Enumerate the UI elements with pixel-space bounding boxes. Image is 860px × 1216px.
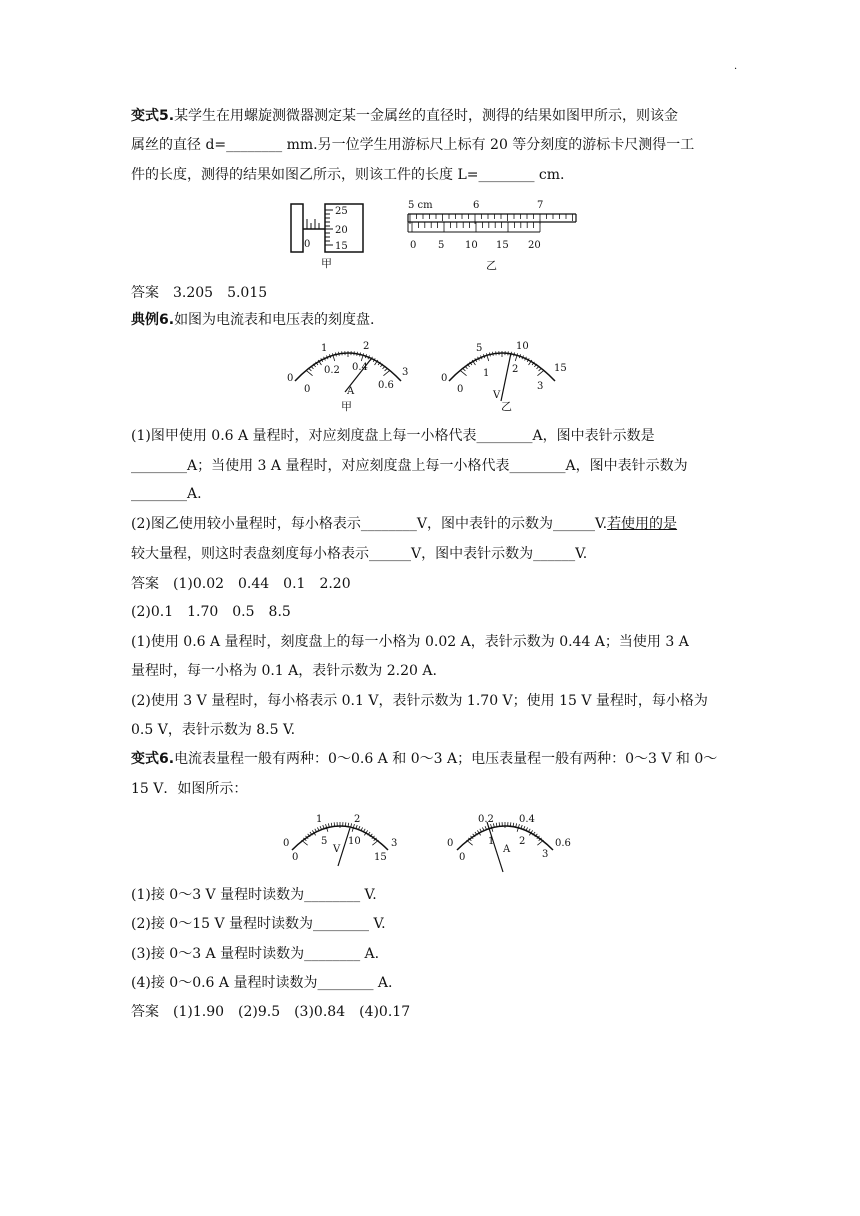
- v5-line3: 件的长度，测得的结果如图乙所示，则该工件的长度 L=________ cm.: [131, 167, 565, 183]
- v6a-inner-0: 0: [459, 852, 466, 863]
- jia-outer-0: 0: [287, 373, 294, 384]
- v6v-inner-10: 10: [348, 836, 361, 847]
- caliper-label: 乙: [486, 259, 497, 272]
- yi-inner-3: 3: [537, 381, 544, 392]
- yi-unit: V: [493, 390, 501, 401]
- page-dot: ·: [734, 64, 738, 75]
- micrometer-tick-15: 15: [335, 241, 348, 252]
- jia-outer-1: 1: [321, 343, 328, 354]
- v6a-outer-0: 0: [447, 838, 454, 849]
- v6v-outer-2: 2: [354, 814, 361, 825]
- yi-inner-2: 2: [512, 364, 519, 375]
- caliper-vernier-5: 5: [438, 240, 445, 251]
- caliper-main-label-5cm: 5 cm: [408, 200, 433, 211]
- ex6-explain-1a: (1)使用 0.6 A 量程时，刻度盘上的每一小格为 0.02 A，表针示数为 0.44 A；当使用 3 A: [131, 634, 689, 650]
- v6a-outer-06: 0.6: [555, 838, 571, 849]
- v6-q1: (1)接 0～3 V 量程时读数为________ V.: [131, 887, 377, 903]
- jia-inner-02: 0.2: [324, 365, 340, 376]
- micrometer-tick-20: 20: [335, 225, 348, 236]
- yi-label: 乙: [501, 400, 512, 413]
- yi-outer-10: 10: [516, 341, 529, 352]
- yi-inner-1: 1: [483, 368, 490, 379]
- v6a-inner-1: 1: [488, 836, 495, 847]
- jia-unit: A: [347, 386, 355, 397]
- ex6-q1-c: ________A.: [131, 486, 202, 502]
- jia-label: 甲: [341, 400, 352, 413]
- yi-outer-0: 0: [441, 373, 448, 384]
- v5-answer: 答案 3.205 5.015: [131, 285, 268, 301]
- v6v-inner-15: 15: [374, 852, 387, 863]
- v6-line1: 变式6.电流表量程一般有两种：0～0.6 A 和 0～3 A；电压表量程一般有两种：0～3 V 和 0～: [131, 751, 718, 767]
- v6-q4: (4)接 0～0.6 A 量程时读数为________ A.: [131, 975, 393, 991]
- caliper-vernier-20: 20: [528, 240, 541, 251]
- v6-answer: 答案 (1)1.90 (2)9.5 (3)0.84 (4)0.17: [131, 1004, 411, 1020]
- yi-outer-15: 15: [554, 363, 567, 374]
- ex6-explain-1b: 量程时，每一小格为 0.1 A，表针示数为 2.20 A.: [131, 663, 437, 679]
- ex6-q1-a: (1)图甲使用 0.6 A 量程时，对应刻度盘上每一小格代表________A，图中表针示数是: [131, 428, 655, 444]
- caliper-vernier-10: 10: [465, 240, 478, 251]
- scale-tick: [514, 352, 515, 356]
- scale-tick: [460, 371, 466, 376]
- scale-tick: [360, 352, 361, 356]
- caliper-main-label-7: 7: [537, 200, 544, 211]
- v6a-outer-02: 0.2: [478, 814, 494, 825]
- scale-tick: [301, 840, 307, 845]
- jia-inner-04: 0.4: [352, 362, 368, 373]
- vernier-caliper-figure: [402, 196, 582, 274]
- scale-tick: [466, 840, 472, 845]
- ex6-explain-2b: 0.5 V，表针示数为 8.5 V.: [131, 722, 296, 738]
- scale-tick: [537, 371, 543, 376]
- caliper-vernier-15: 15: [496, 240, 509, 251]
- micrometer-tick-25: 25: [335, 206, 348, 217]
- ex6-explain-2a: (2)使用 3 V 量程时，每小格表示 0.1 V，表针示数为 1.70 V；使用 15 V 量程时，每小格为: [131, 693, 708, 709]
- caliper-vernier-0: 0: [410, 240, 417, 251]
- v6v-outer-0: 0: [283, 838, 290, 849]
- jia-inner-06: 0.6: [378, 380, 394, 391]
- scale-tick: [493, 352, 494, 356]
- v6v-inner-0: 0: [292, 852, 299, 863]
- scale-tick: [308, 368, 311, 371]
- v6a-inner-2: 2: [519, 836, 526, 847]
- v6v-outer-3: 3: [391, 838, 398, 849]
- ex6-q1-b: ________A；当使用 3 A 量程时，对应刻度盘上每一小格代表________A，图中表针示数为: [131, 458, 688, 474]
- caliper-main-label-6: 6: [473, 200, 480, 211]
- yi-outer-5: 5: [476, 343, 483, 354]
- scale-tick: [306, 371, 312, 376]
- scale-tick: [357, 352, 358, 356]
- v6-q2: (2)接 0～15 V 量程时读数为________ V.: [131, 916, 386, 932]
- v6a-inner-3: 3: [542, 849, 549, 860]
- scale-tick: [339, 352, 340, 356]
- v6-q3: (3)接 0～3 A 量程时读数为________ A.: [131, 946, 380, 962]
- ex6-q2-a: (2)图乙使用较小量程时，每小格表示________V，图中表针的示数为______V.若使用的是: [131, 516, 678, 532]
- scale-tick: [383, 371, 389, 376]
- v6-line2: 15 V．如图所示：: [131, 781, 248, 797]
- micrometer-figure: [285, 198, 380, 270]
- v6a-unit: A: [503, 844, 511, 855]
- scale-tick: [489, 352, 490, 356]
- scale-tick: [539, 368, 542, 371]
- ex6-answer-2: (2)0.1 1.70 0.5 8.5: [131, 604, 291, 620]
- micrometer-zero: 0: [304, 239, 311, 250]
- voltmeter-yi-figure: [437, 335, 572, 415]
- jia-outer-3: 3: [402, 367, 409, 378]
- v6v-outer-1: 1: [316, 814, 323, 825]
- jia-inner-0: 0: [304, 384, 311, 395]
- ammeter-jia-figure: [283, 335, 418, 415]
- v5-line1: 变式5.某学生在用螺旋测微器测定某一金属丝的直径时，测得的结果如图甲所示，则该金: [131, 108, 679, 124]
- v6v-inner-5: 5: [321, 836, 328, 847]
- v6v-unit: V: [333, 844, 341, 855]
- ammeter-v6-figure: [445, 810, 580, 876]
- ex6-q2-b: 较大量程，则这时表盘刻度每小格表示______V，图中表针示数为______V.: [131, 546, 588, 562]
- micrometer-label: 甲: [321, 257, 332, 270]
- ex6-answer-1: 答案 (1)0.02 0.44 0.1 2.20: [131, 576, 351, 592]
- v6a-outer-04: 0.4: [519, 814, 535, 825]
- yi-inner-0: 0: [457, 384, 464, 395]
- scale-tick: [537, 840, 543, 845]
- jia-outer-2: 2: [363, 341, 370, 352]
- scale-tick: [385, 368, 388, 371]
- scale-tick: [462, 368, 465, 371]
- v5-line2: 属丝的直径 d=________ mm.另一位学生用游标尺上标有 20 等分刻度的游标卡尺测得一工: [131, 137, 695, 153]
- voltmeter-v6-figure: [280, 810, 405, 872]
- scale-tick: [372, 840, 378, 845]
- scale-tick: [335, 352, 336, 356]
- ex6-title: 典例6.如图为电流表和电压表的刻度盘.: [131, 312, 375, 328]
